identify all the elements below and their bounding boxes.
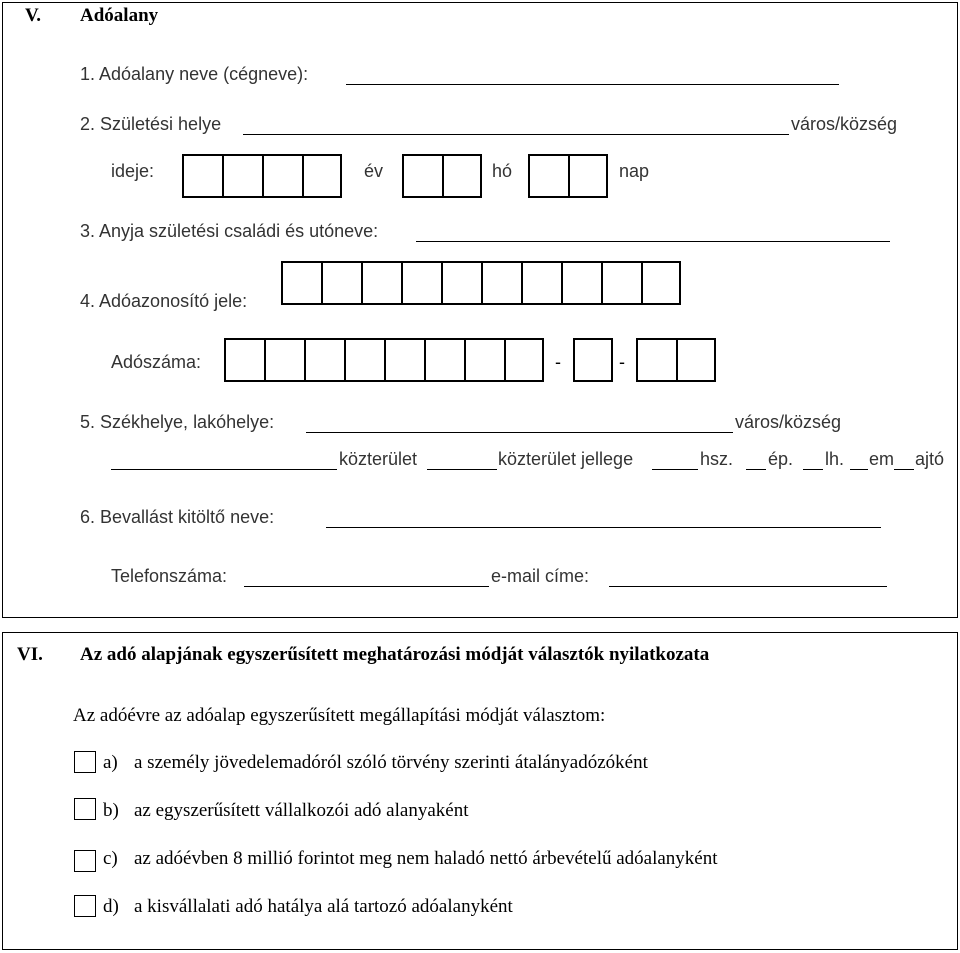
option-a-text: a személy jövedelemadóról szóló törvény szerinti átalányadózóként bbox=[134, 752, 648, 773]
section-vi-intro: Az adóévre az adóalap egyszerűsített megállapítási módját választom: bbox=[73, 705, 606, 726]
digit-box[interactable] bbox=[521, 261, 561, 305]
option-c-text: az adóévben 8 millió forintot meg nem haladó nettó árbevételű adóalanyként bbox=[134, 848, 718, 869]
tax-number-dash-2: - bbox=[619, 352, 625, 372]
option-d-checkbox[interactable] bbox=[74, 895, 96, 917]
taxpayer-name-label: 1. Adóalany neve (cégneve): bbox=[80, 64, 309, 84]
section-v-number: V. bbox=[25, 5, 42, 26]
digit-box[interactable] bbox=[321, 261, 361, 305]
digit-box[interactable] bbox=[464, 338, 504, 382]
birthdate-label: ideje: bbox=[111, 161, 155, 181]
birth-day-boxes[interactable] bbox=[528, 154, 608, 198]
tax-number-dash-1: - bbox=[555, 352, 561, 372]
tax-number-main-boxes[interactable] bbox=[224, 338, 544, 382]
birthplace-label: 2. Születési helye bbox=[80, 114, 222, 134]
tax-number-vat-box[interactable] bbox=[573, 338, 613, 382]
tax-number-county-boxes[interactable] bbox=[636, 338, 716, 382]
digit-box[interactable] bbox=[182, 154, 222, 198]
digit-box[interactable] bbox=[384, 338, 424, 382]
door-label: ajtó bbox=[915, 449, 945, 469]
digit-box[interactable] bbox=[561, 261, 601, 305]
option-d-text: a kisvállalati adó hatálya alá tartozó adóalanyként bbox=[134, 896, 513, 917]
tax-number-label: Adószáma: bbox=[111, 352, 202, 372]
stair-field[interactable] bbox=[803, 469, 823, 470]
birthplace-field[interactable] bbox=[243, 134, 789, 135]
digit-box[interactable] bbox=[262, 154, 302, 198]
taxpayer-name-field[interactable] bbox=[346, 84, 839, 85]
digit-box[interactable] bbox=[442, 154, 482, 198]
street-field[interactable] bbox=[111, 469, 337, 470]
digit-box[interactable] bbox=[528, 154, 568, 198]
digit-box[interactable] bbox=[224, 338, 264, 382]
option-a-letter: a) bbox=[103, 752, 118, 773]
digit-box[interactable] bbox=[601, 261, 641, 305]
tax-id-label: 4. Adóazonosító jele: bbox=[80, 291, 248, 311]
street-label: közterület bbox=[339, 449, 418, 469]
month-label: hó bbox=[492, 161, 513, 181]
birth-year-boxes[interactable] bbox=[182, 154, 342, 198]
option-c-letter: c) bbox=[103, 848, 118, 869]
year-label: év bbox=[364, 161, 384, 181]
birthplace-suffix: város/község bbox=[791, 114, 898, 134]
digit-box[interactable] bbox=[302, 154, 342, 198]
option-c-checkbox[interactable] bbox=[74, 850, 96, 872]
digit-box[interactable] bbox=[304, 338, 344, 382]
digit-box[interactable] bbox=[504, 338, 544, 382]
section-vi-number: VI. bbox=[17, 644, 43, 665]
digit-box[interactable] bbox=[481, 261, 521, 305]
digit-box[interactable] bbox=[636, 338, 676, 382]
seat-label: 5. Székhelye, lakóhelye: bbox=[80, 412, 275, 432]
digit-box[interactable] bbox=[573, 338, 613, 382]
building-field[interactable] bbox=[746, 469, 766, 470]
mother-name-field[interactable] bbox=[416, 241, 890, 242]
option-a-checkbox[interactable] bbox=[74, 751, 96, 773]
digit-box[interactable] bbox=[281, 261, 321, 305]
digit-box[interactable] bbox=[441, 261, 481, 305]
seat-city-field[interactable] bbox=[306, 432, 733, 433]
email-field[interactable] bbox=[609, 586, 887, 587]
digit-box[interactable] bbox=[361, 261, 401, 305]
house-number-field[interactable] bbox=[652, 469, 698, 470]
street-type-label: közterület jellege bbox=[498, 449, 634, 469]
digit-box[interactable] bbox=[344, 338, 384, 382]
door-field[interactable] bbox=[894, 469, 914, 470]
floor-label: em bbox=[869, 449, 895, 469]
section-v-title: Adóalany bbox=[80, 5, 159, 26]
option-b-checkbox[interactable] bbox=[74, 798, 96, 820]
building-label: ép. bbox=[768, 449, 794, 469]
digit-box[interactable] bbox=[402, 154, 442, 198]
stair-label: lh. bbox=[825, 449, 845, 469]
digit-box[interactable] bbox=[568, 154, 608, 198]
digit-box[interactable] bbox=[424, 338, 464, 382]
filer-name-field[interactable] bbox=[326, 527, 881, 528]
digit-box[interactable] bbox=[401, 261, 441, 305]
phone-label: Telefonszáma: bbox=[111, 566, 228, 586]
house-number-label: hsz. bbox=[700, 449, 734, 469]
street-type-field[interactable] bbox=[427, 469, 497, 470]
option-d-letter: d) bbox=[103, 896, 119, 917]
seat-city-suffix: város/község bbox=[735, 412, 842, 432]
digit-box[interactable] bbox=[641, 261, 681, 305]
digit-box[interactable] bbox=[676, 338, 716, 382]
birth-month-boxes[interactable] bbox=[402, 154, 482, 198]
digit-box[interactable] bbox=[264, 338, 304, 382]
floor-field[interactable] bbox=[850, 469, 868, 470]
option-b-letter: b) bbox=[103, 800, 119, 821]
section-vi-title: Az adó alapjának egyszerűsített meghatározási módját választók nyilatkozata bbox=[80, 644, 710, 665]
option-b-text: az egyszerűsített vállalkozói adó alanyaként bbox=[134, 800, 469, 821]
phone-field[interactable] bbox=[244, 586, 489, 587]
digit-box[interactable] bbox=[222, 154, 262, 198]
filer-name-label: 6. Bevallást kitöltő neve: bbox=[80, 507, 275, 527]
mother-name-label: 3. Anyja születési családi és utóneve: bbox=[80, 221, 379, 241]
email-label: e-mail címe: bbox=[491, 566, 590, 586]
tax-id-boxes[interactable] bbox=[281, 261, 681, 305]
day-label: nap bbox=[619, 161, 650, 181]
